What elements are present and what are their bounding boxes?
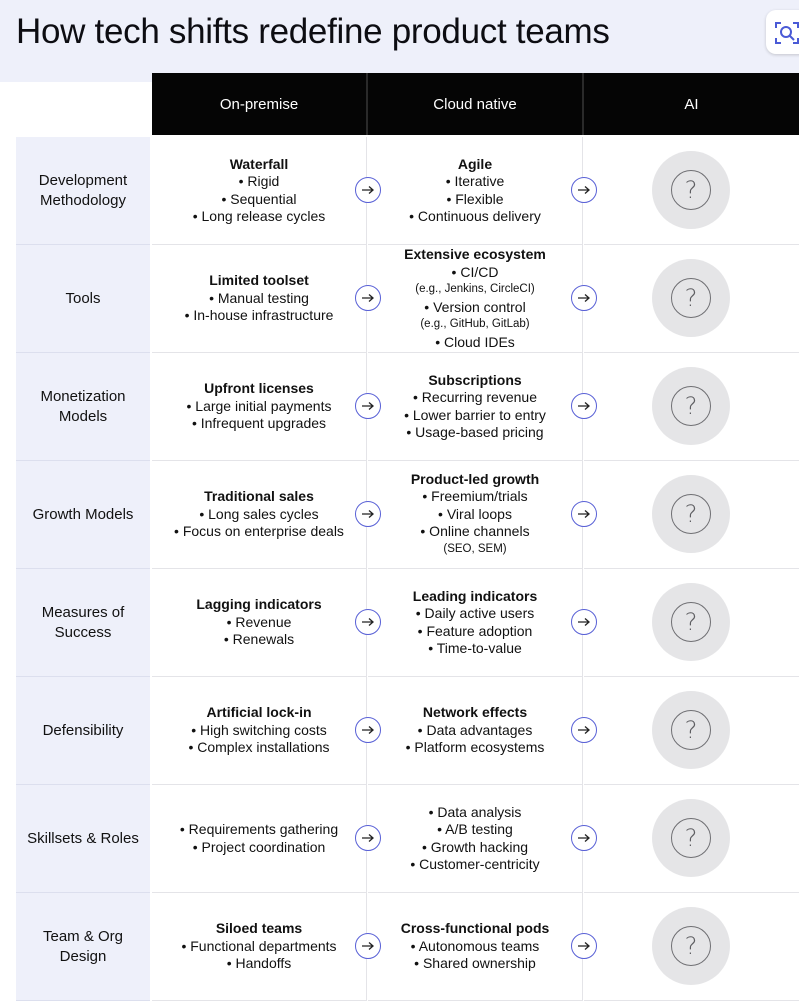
- table-row: [16, 893, 799, 1001]
- cell-heading: Lagging indicators: [196, 596, 322, 613]
- cell-bullet: • A/B testing: [437, 821, 513, 837]
- page-title: How tech shifts redefine product teams: [16, 12, 610, 51]
- on-premise-cell: [152, 569, 367, 677]
- cell-bullet: • Time-to-value: [428, 640, 522, 656]
- question-mark-icon: [652, 583, 730, 661]
- row-label: [16, 569, 150, 677]
- cell-heading: Subscriptions: [428, 371, 522, 388]
- row-label-text: Team & Org Design: [42, 927, 124, 965]
- cell-bullet: • Infrequent upgrades: [191, 415, 327, 432]
- cell-bullet: • Manual testing: [209, 289, 309, 306]
- arrow-right-icon: [355, 285, 381, 311]
- cell-bullet: • Long release cycles: [192, 208, 326, 224]
- cell-bullet: (SEO, SEM): [443, 542, 507, 555]
- row-label: [16, 461, 150, 569]
- question-mark-icon: [652, 907, 730, 985]
- row-label-text: Defensibility: [42, 721, 124, 739]
- question-mark: ?: [671, 170, 711, 210]
- on-premise-cell: [152, 137, 367, 245]
- arrow-right-icon: [571, 177, 597, 203]
- row-label-text: Monetization Models: [40, 387, 126, 425]
- cloud-native-cell: [368, 569, 583, 677]
- on-premise-cell: [152, 785, 367, 893]
- cell-bullet: • Autonomous teams: [410, 937, 540, 954]
- cell-bullet: • In-house infrastructure: [184, 307, 334, 324]
- cell-bullet: • Handoffs: [226, 955, 292, 972]
- question-mark-icon: [652, 151, 730, 229]
- row-label-text: Skillsets & Roles: [27, 829, 139, 847]
- row-label-text: Development Methodology: [38, 171, 128, 209]
- question-mark-icon: [652, 691, 730, 769]
- row-label: [16, 893, 150, 1001]
- question-mark-icon: [652, 475, 730, 553]
- cell-bullet: • Complex installations: [188, 739, 330, 756]
- cell-heading: Limited toolset: [209, 272, 309, 289]
- question-mark: ?: [671, 926, 711, 966]
- cell-bullet: • Recurring revenue: [413, 389, 537, 405]
- arrow-right-icon: [355, 933, 381, 959]
- cell-bullet: • Lower barrier to entry: [404, 406, 546, 423]
- row-label-text: Measures of Success: [41, 603, 125, 641]
- cloud-native-cell: [368, 893, 583, 1001]
- cell-bullet: • Online channels: [420, 523, 530, 540]
- cell-heading: Upfront licenses: [204, 380, 314, 397]
- row-label: [16, 677, 150, 785]
- row-label: [16, 785, 150, 893]
- table-row: [16, 137, 799, 245]
- on-premise-cell: [152, 245, 367, 353]
- cell-heading: Agile: [457, 155, 493, 172]
- question-mark-icon: [652, 367, 730, 445]
- column-header-cloud-native: Cloud native: [368, 73, 582, 135]
- row-label-text: Growth Models: [32, 505, 134, 523]
- arrow-right-icon: [355, 393, 381, 419]
- cell-bullet: • Requirements gathering: [179, 821, 339, 837]
- row-label: [16, 137, 150, 245]
- arrow-right-icon: [571, 933, 597, 959]
- question-mark-icon: [652, 799, 730, 877]
- column-header-ai: AI: [584, 73, 799, 135]
- table-row: [16, 461, 799, 569]
- cell-bullet: • Cloud IDEs: [435, 333, 515, 350]
- arrow-right-icon: [571, 717, 597, 743]
- row-label-text: Tools: [65, 289, 101, 307]
- cell-bullet: • Data advantages: [417, 721, 533, 738]
- question-mark: ?: [671, 710, 711, 750]
- cell-bullet: • Data analysis: [428, 803, 522, 820]
- table-row: [16, 245, 799, 353]
- cell-bullet: • Large initial payments: [186, 397, 332, 414]
- on-premise-cell: [152, 677, 367, 785]
- arrow-right-icon: [571, 501, 597, 527]
- column-header-on-premise: On-premise: [152, 73, 366, 135]
- cloud-native-cell: [368, 677, 583, 785]
- cell-bullet: • Freemium/trials: [422, 488, 528, 505]
- cell-bullet: • Continuous delivery: [409, 208, 541, 224]
- on-premise-cell: [152, 461, 367, 569]
- cell-bullet: • Long sales cycles: [199, 505, 319, 522]
- arrow-right-icon: [571, 825, 597, 851]
- arrow-right-icon: [355, 717, 381, 743]
- table-row: [16, 785, 799, 893]
- cell-bullet: • Renewals: [223, 631, 295, 648]
- question-mark: ?: [671, 494, 711, 534]
- cell-bullet: • Focus on enterprise deals: [174, 523, 344, 540]
- arrow-right-icon: [355, 825, 381, 851]
- arrow-right-icon: [571, 393, 597, 419]
- cell-heading: Siloed teams: [215, 920, 303, 937]
- cell-heading: Leading indicators: [412, 587, 538, 604]
- cell-bullet: • CI/CD: [451, 263, 499, 280]
- question-mark: ?: [671, 278, 711, 318]
- arrow-right-icon: [355, 177, 381, 203]
- cell-heading: Network effects: [422, 704, 528, 721]
- cell-bullet: • Version control: [424, 298, 526, 315]
- page-header: [0, 0, 799, 82]
- cell-bullet: • Usage-based pricing: [406, 424, 544, 440]
- cell-bullet: • Rigid: [238, 173, 280, 189]
- on-premise-cell: [152, 893, 367, 1001]
- question-mark-icon: [652, 259, 730, 337]
- cell-bullet: • Functional departments: [181, 937, 337, 954]
- row-label: [16, 353, 150, 461]
- cell-bullet: (e.g., GitHub, GitLab): [420, 318, 530, 330]
- on-premise-cell: [152, 353, 367, 461]
- cell-bullet: • High switching costs: [191, 721, 327, 738]
- cell-bullet: • Revenue: [226, 613, 292, 630]
- cell-heading: Traditional sales: [204, 488, 314, 505]
- cell-heading: Extensive ecosystem: [404, 246, 546, 262]
- cell-bullet: • Viral loops: [438, 505, 512, 522]
- cell-heading: Artificial lock-in: [206, 704, 312, 721]
- cell-bullet: • Growth hacking: [421, 838, 529, 855]
- cell-heading: Waterfall: [229, 155, 289, 172]
- cell-bullet: • Sequential: [221, 190, 297, 207]
- cell-bullet: • Project coordination: [192, 838, 326, 855]
- cloud-native-cell: [368, 785, 583, 893]
- table-row: [16, 353, 799, 461]
- cloud-native-cell: [368, 245, 583, 353]
- question-mark: ?: [671, 602, 711, 642]
- question-mark: ?: [671, 386, 711, 426]
- cell-bullet: • Flexible: [446, 190, 504, 207]
- arrow-right-icon: [571, 285, 597, 311]
- arrow-right-icon: [355, 501, 381, 527]
- cell-bullet: • Iterative: [445, 173, 505, 189]
- cell-heading: Cross-functional pods: [400, 920, 550, 937]
- visual-search-icon: [774, 20, 799, 46]
- arrow-right-icon: [571, 609, 597, 635]
- cell-bullet: • Daily active users: [415, 605, 535, 621]
- arrow-right-icon: [355, 609, 381, 635]
- cell-heading: Product-led growth: [410, 470, 540, 487]
- cloud-native-cell: [368, 353, 583, 461]
- cloud-native-cell: [368, 461, 583, 569]
- cloud-native-cell: [368, 137, 583, 245]
- table-row: [16, 677, 799, 785]
- cell-bullet: • Customer-centricity: [410, 856, 540, 872]
- cell-bullet: • Platform ecosystems: [405, 739, 545, 756]
- cell-bullet: (e.g., Jenkins, CircleCI): [415, 283, 535, 295]
- visual-search-button[interactable]: [766, 10, 799, 54]
- cell-bullet: • Shared ownership: [414, 955, 536, 972]
- table-row: [16, 569, 799, 677]
- row-label: [16, 245, 150, 353]
- cell-bullet: • Feature adoption: [417, 622, 533, 639]
- question-mark: ?: [671, 818, 711, 858]
